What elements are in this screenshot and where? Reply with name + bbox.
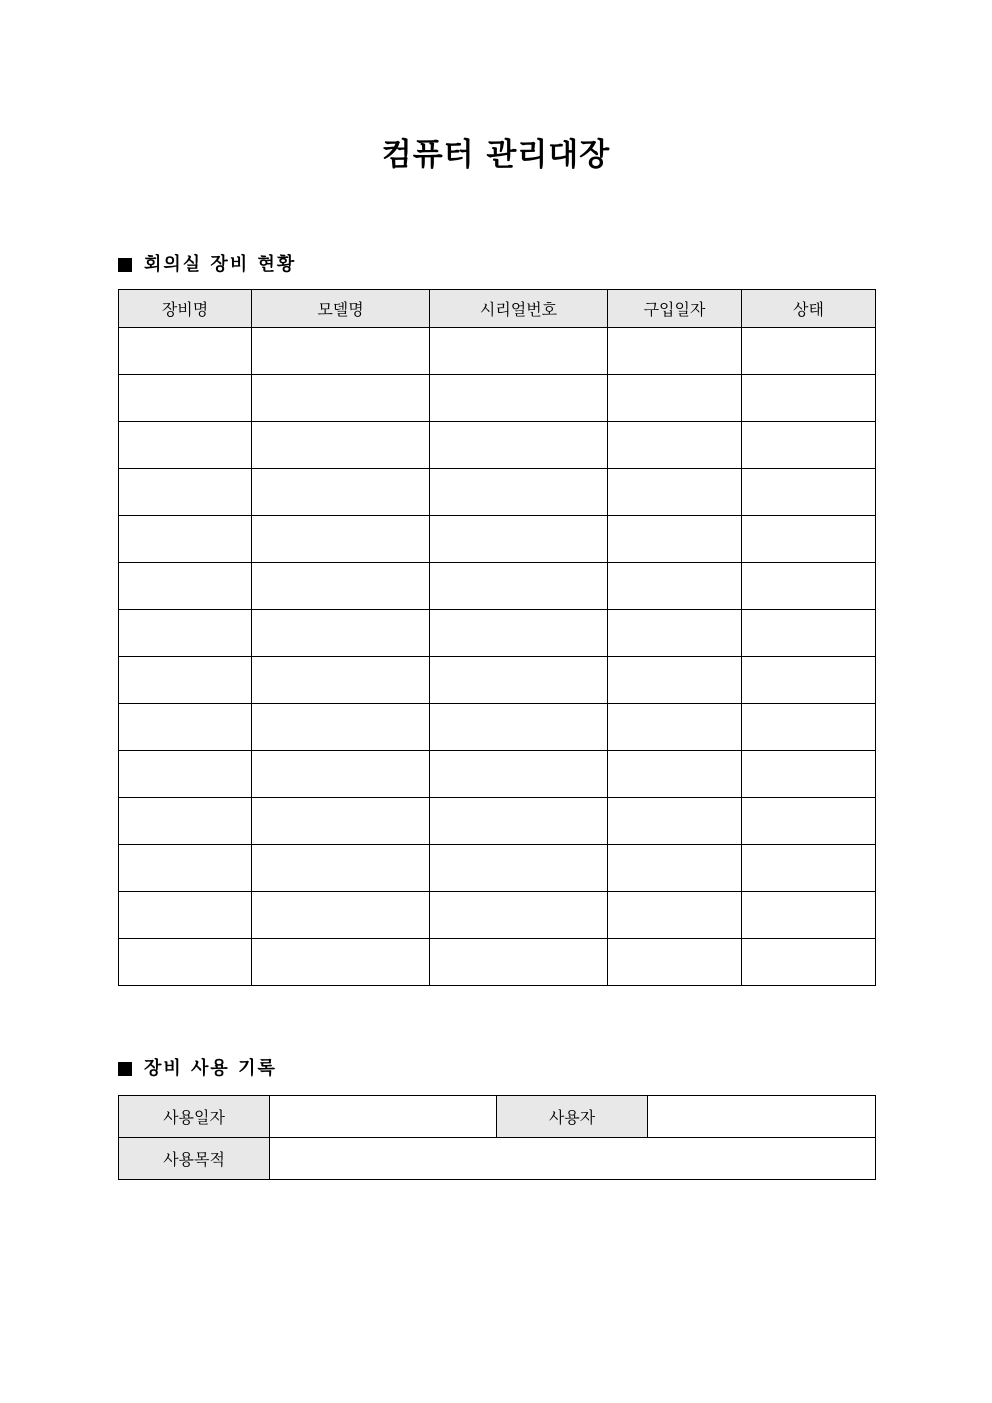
equipment-name-cell[interactable] [119,704,252,751]
usage-purpose-field[interactable] [270,1138,876,1180]
table-row [119,563,876,610]
serial-number-cell[interactable] [430,610,608,657]
table-header-row [119,290,876,328]
table-row [119,328,876,375]
status-cell[interactable] [742,610,876,657]
status-cell[interactable] [742,469,876,516]
table-row [119,422,876,469]
serial-number-cell[interactable] [430,892,608,939]
equipment-name-cell[interactable] [119,422,252,469]
equipment-name-cell[interactable] [119,845,252,892]
usage-date-field[interactable] [270,1096,497,1138]
status-cell[interactable] [742,845,876,892]
usage-user-label: 사용자 [497,1096,648,1138]
model-name-cell[interactable] [252,798,430,845]
section-heading-text: 장비 사용 기록 [144,1058,277,1079]
equipment-name-cell[interactable] [119,375,252,422]
equipment-table-body [119,328,876,986]
purchase-date-cell[interactable] [608,939,742,986]
usage-record-table [118,1095,876,1180]
model-name-cell[interactable] [252,328,430,375]
equipment-name-cell[interactable] [119,328,252,375]
purchase-date-cell[interactable] [608,469,742,516]
model-name-cell[interactable] [252,375,430,422]
equipment-name-cell[interactable] [119,939,252,986]
equipment-name-cell[interactable] [119,563,252,610]
serial-number-cell[interactable] [430,516,608,563]
usage-user-field[interactable] [648,1096,876,1138]
usage-purpose-label: 사용목적 [119,1138,270,1180]
serial-number-cell[interactable] [430,704,608,751]
serial-number-cell[interactable] [430,328,608,375]
model-name-cell[interactable] [252,516,430,563]
purchase-date-cell[interactable] [608,798,742,845]
serial-number-cell[interactable] [430,751,608,798]
table-row [119,845,876,892]
table-row [119,1096,876,1138]
column-header-purchase-date: 구입일자 [608,290,742,328]
table-row [119,375,876,422]
purchase-date-cell[interactable] [608,610,742,657]
serial-number-cell[interactable] [430,469,608,516]
purchase-date-cell[interactable] [608,657,742,704]
table-row [119,610,876,657]
serial-number-cell[interactable] [430,563,608,610]
equipment-name-cell[interactable] [119,610,252,657]
model-name-cell[interactable] [252,939,430,986]
table-row [119,939,876,986]
equipment-name-cell[interactable] [119,798,252,845]
status-cell[interactable] [742,328,876,375]
column-header-model-name: 모델명 [252,290,430,328]
table-row [119,704,876,751]
serial-number-cell[interactable] [430,845,608,892]
purchase-date-cell[interactable] [608,328,742,375]
model-name-cell[interactable] [252,422,430,469]
status-cell[interactable] [742,704,876,751]
status-cell[interactable] [742,563,876,610]
table-row [119,751,876,798]
status-cell[interactable] [742,375,876,422]
section-heading-text: 회의실 장비 현황 [144,254,297,275]
model-name-cell[interactable] [252,610,430,657]
model-name-cell[interactable] [252,751,430,798]
black-square-icon [118,258,132,272]
table-row [119,892,876,939]
equipment-name-cell[interactable] [119,657,252,704]
status-cell[interactable] [742,657,876,704]
model-name-cell[interactable] [252,892,430,939]
section-heading-usage [118,1057,277,1081]
equipment-name-cell[interactable] [119,516,252,563]
table-row [119,1138,876,1180]
model-name-cell[interactable] [252,563,430,610]
model-name-cell[interactable] [252,469,430,516]
serial-number-cell[interactable] [430,798,608,845]
usage-date-label: 사용일자 [119,1096,270,1138]
purchase-date-cell[interactable] [608,375,742,422]
serial-number-cell[interactable] [430,422,608,469]
serial-number-cell[interactable] [430,657,608,704]
serial-number-cell[interactable] [430,939,608,986]
serial-number-cell[interactable] [430,375,608,422]
purchase-date-cell[interactable] [608,422,742,469]
status-cell[interactable] [742,422,876,469]
table-row [119,516,876,563]
table-row [119,798,876,845]
table-row [119,657,876,704]
purchase-date-cell[interactable] [608,751,742,798]
purchase-date-cell[interactable] [608,563,742,610]
equipment-name-cell[interactable] [119,892,252,939]
section-heading-equipment [118,253,296,277]
column-header-serial-number: 시리얼번호 [430,290,608,328]
page-title: 컴퓨터 관리대장 [381,137,611,173]
model-name-cell[interactable] [252,657,430,704]
status-cell[interactable] [742,939,876,986]
column-header-status: 상태 [742,290,876,328]
black-square-icon [118,1062,132,1076]
status-cell[interactable] [742,892,876,939]
status-cell[interactable] [742,516,876,563]
equipment-name-cell[interactable] [119,469,252,516]
model-name-cell[interactable] [252,845,430,892]
status-cell[interactable] [742,751,876,798]
table-row [119,469,876,516]
purchase-date-cell[interactable] [608,704,742,751]
equipment-name-cell[interactable] [119,751,252,798]
status-cell[interactable] [742,798,876,845]
purchase-date-cell[interactable] [608,892,742,939]
column-header-equipment-name: 장비명 [119,290,252,328]
purchase-date-cell[interactable] [608,845,742,892]
model-name-cell[interactable] [252,704,430,751]
purchase-date-cell[interactable] [608,516,742,563]
equipment-table [118,289,876,986]
